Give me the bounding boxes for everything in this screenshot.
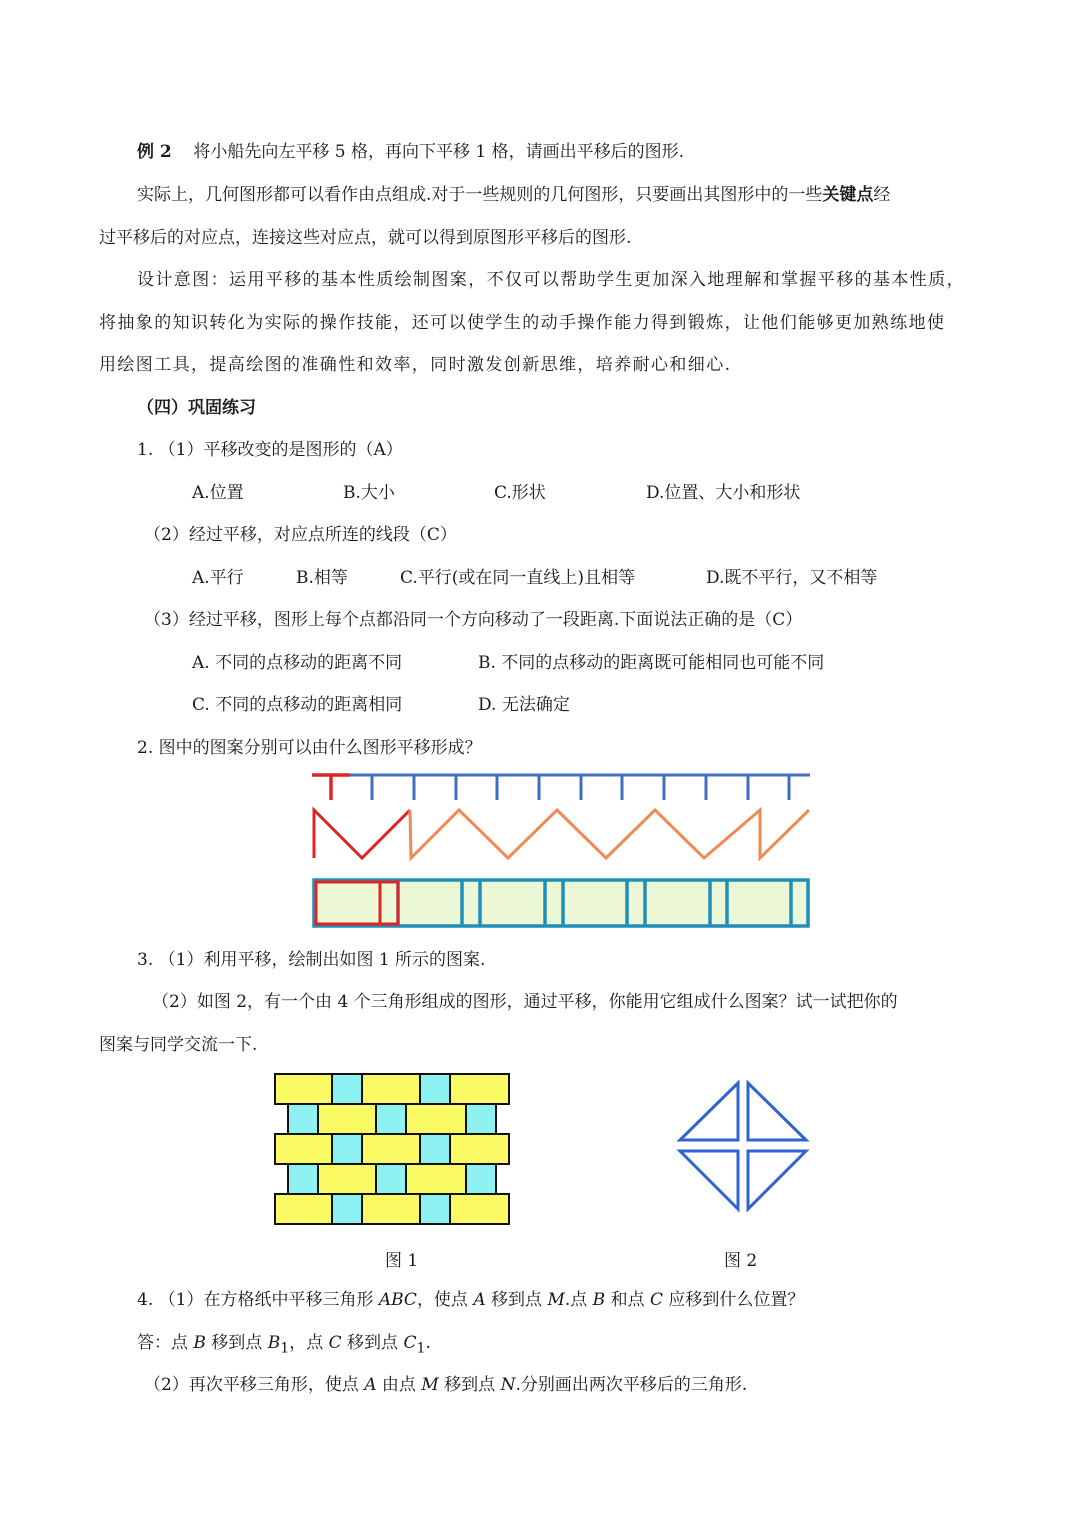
point-m: M (547, 1290, 565, 1310)
zigzag-row (314, 810, 809, 858)
figure-2-caption: 图 2 (724, 1251, 758, 1271)
brick-yellow (318, 1164, 376, 1194)
t-shape-row (312, 775, 810, 800)
brick-yellow (450, 1194, 509, 1224)
rectangle-row (314, 880, 808, 926)
point-n: N (500, 1375, 516, 1395)
example-text: 将小船先向左平移 5 格，再向下平移 1 格，请画出平移后的图形. (193, 142, 685, 162)
q1-3-option-a: A. 不同的点移动的距离不同 (192, 653, 403, 673)
example-label: 例 2 (137, 142, 172, 162)
q1-option-c: C.形状 (494, 483, 546, 503)
brick-yellow (318, 1104, 376, 1134)
q4-text: 移到点 (438, 1375, 501, 1395)
q4-text: 由点 (376, 1375, 422, 1395)
q4-text: 应移到什么位置？ (663, 1290, 805, 1310)
q1-stem-1: 1. （1）平移改变的是图形的（A） (137, 440, 403, 460)
figure-1-caption: 图 1 (385, 1251, 419, 1271)
point-c: C (649, 1290, 663, 1310)
q1-2-option-b: B.相等 (296, 568, 348, 588)
q4-text: 4. （1）在方格纸中平移三角形 (137, 1290, 379, 1310)
explain-text: 实际上，几何图形都可以看作由点组成.对于一些规则的几何图形，只要画出其图形中的一些 (137, 185, 823, 205)
q1-option-b: B.大小 (343, 483, 395, 503)
tile-cyan (376, 1164, 406, 1194)
q3-stem-1: 3. （1）利用平移，绘制出如图 1 所示的图案. (137, 950, 486, 970)
point-b1: B (267, 1333, 281, 1353)
section-title: （四）巩固练习 (137, 398, 256, 418)
tile-cyan (420, 1074, 450, 1104)
brick-yellow (275, 1194, 332, 1224)
brick-yellow (362, 1134, 420, 1164)
q1-3-option-c: C. 不同的点移动的距离相同 (192, 695, 403, 715)
rect-row-fill (314, 880, 808, 926)
q4-part-2 (144, 1373, 747, 1397)
figure-2-diamond (670, 1075, 820, 1220)
triangle-top-left (680, 1083, 738, 1140)
q4-text: .分别画出两次平移后的三角形. (515, 1375, 748, 1395)
q4-part-1 (137, 1288, 804, 1312)
design-line-3: 用绘图工具，提高绘图的准确性和效率，同时激发创新思维，培养耐心和细心. (99, 355, 732, 375)
zigzag-unit (314, 810, 410, 858)
q1-option-a: A.位置 (192, 483, 244, 503)
triangle-top-right (748, 1083, 806, 1140)
zigzag-rest (410, 810, 809, 858)
q4-text: 移到点 (485, 1290, 548, 1310)
q1-3-option-d: D. 无法确定 (478, 695, 570, 715)
point-a: A (473, 1290, 486, 1310)
brick-yellow (275, 1074, 332, 1104)
q1-2-option-c: C.平行(或在同一直线上)且相等 (400, 568, 636, 588)
subscript-1: 1 (416, 1340, 426, 1357)
point-m: M (421, 1375, 439, 1395)
brick-yellow (406, 1104, 466, 1134)
answer-text: 答：点 (137, 1333, 194, 1353)
answer-text: 移到点 (205, 1333, 268, 1353)
subscript-1: 1 (280, 1340, 290, 1357)
point-a: A (364, 1375, 377, 1395)
tile-cyan (288, 1164, 318, 1194)
q4-answer (137, 1331, 431, 1360)
q4-text: 和点 (605, 1290, 650, 1310)
q1-2-option-a: A.平行 (192, 568, 244, 588)
q3-stem-3: 图案与同学交流一下. (99, 1035, 258, 1055)
answer-text: ，点 (289, 1333, 329, 1353)
design-line-1: 设计意图：运用平移的基本性质绘制图案，不仅可以帮助学生更加深入地理解和掌握平移的基本性质， (137, 270, 965, 290)
explain-text-end: 经 (873, 185, 891, 205)
q1-3-option-b: B. 不同的点移动的距离既可能相同也可能不同 (478, 653, 825, 673)
tile-cyan (420, 1134, 450, 1164)
tile-cyan (466, 1104, 496, 1134)
point-b: B (592, 1290, 606, 1310)
triangle-bottom-left (680, 1151, 738, 1209)
point-b: B (193, 1333, 206, 1353)
q1-stem-3: （3）经过平移，图形上每个点都沿同一个方向移动了一段距离.下面说法正确的是（C） (144, 610, 803, 630)
point-c: C (328, 1333, 342, 1353)
q4-text: .点 (564, 1290, 593, 1310)
brick-yellow (450, 1074, 509, 1104)
tile-cyan (332, 1134, 362, 1164)
design-line-2: 将抽象的知识转化为实际的操作技能，还可以使学生的动手操作能力得到锻炼，让他们能够更加熟练地使 (99, 313, 946, 333)
q3-stem-2: （2）如图 2，有一个由 4 个三角形组成的图形，通过平移，你能用它组成什么图案？试一试把你的 (152, 992, 898, 1012)
tile-cyan (420, 1194, 450, 1224)
triangle-abc: ABC (378, 1290, 417, 1310)
tile-cyan (332, 1074, 362, 1104)
answer-text: 移到点 (341, 1333, 404, 1353)
tile-cyan (288, 1104, 318, 1134)
key-point-term: 关键点 (822, 185, 874, 205)
brick-yellow (362, 1074, 420, 1104)
brick-yellow (450, 1134, 509, 1164)
answer-text: . (425, 1333, 431, 1353)
q1-stem-2: （2）经过平移，对应点所连的线段（C） (144, 525, 457, 545)
brick-yellow (406, 1164, 466, 1194)
point-c1: C (403, 1333, 417, 1353)
q1-option-d: D.位置、大小和形状 (646, 483, 801, 503)
triangle-bottom-right (748, 1151, 806, 1209)
q1-2-option-d: D.既不平行，又不相等 (706, 568, 878, 588)
tile-cyan (376, 1104, 406, 1134)
q4-text: ，使点 (416, 1290, 474, 1310)
brick-yellow (275, 1134, 332, 1164)
figure-1-brick-pattern (270, 1070, 520, 1230)
tile-cyan (332, 1194, 362, 1224)
brick-yellow (362, 1194, 420, 1224)
q4-text: （2）再次平移三角形，使点 (144, 1375, 365, 1395)
q2-stem: 2. 图中的图案分别可以由什么图形平移形成？ (137, 738, 482, 758)
explain-line-2: 过平移后的对应点，连接这些对应点，就可以得到原图形平移后的图形. (99, 228, 632, 248)
tile-cyan (466, 1164, 496, 1194)
